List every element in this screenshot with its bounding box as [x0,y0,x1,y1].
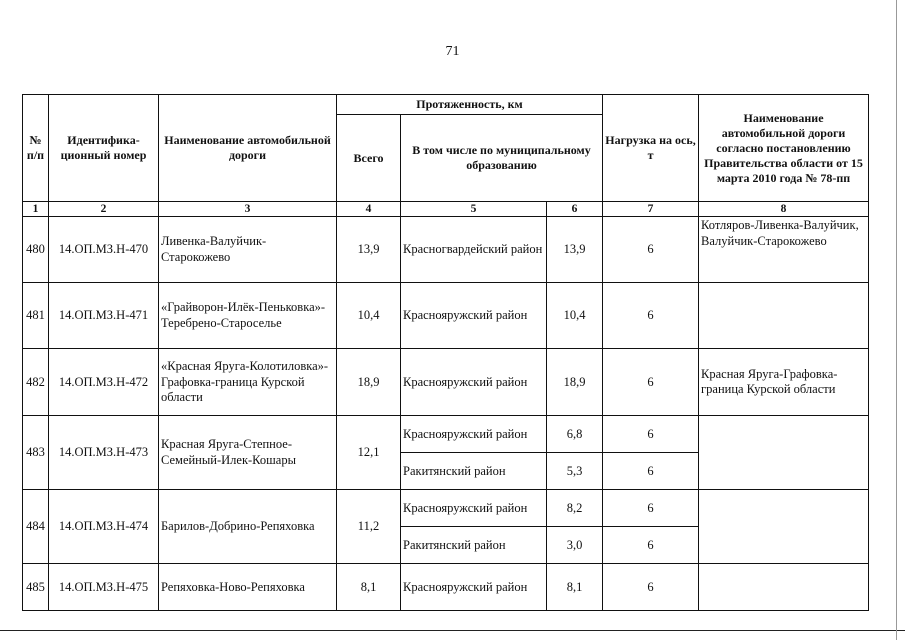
row-id: 14.ОП.МЗ.Н-474 [49,490,159,564]
row-decree-name [699,283,869,349]
row-axle-load: 6 [603,416,699,453]
row-decree-name: Котляров-Ливенка-Валуйчик, Валуйчик-Старокожево [699,217,869,283]
row-num: 481 [23,283,49,349]
row-district-km: 3,0 [547,527,603,564]
row-axle-load: 6 [603,490,699,527]
row-road-name: Ливенка-Валуйчик-Старокожево [159,217,337,283]
row-axle-load: 6 [603,527,699,564]
roads-table [22,94,869,611]
row-district-km: 8,2 [547,490,603,527]
row-num: 484 [23,490,49,564]
row-district: Краснояружский район [401,564,547,611]
row-total-km: 8,1 [337,564,401,611]
row-num: 482 [23,349,49,416]
scan-frame-bottom [0,630,905,631]
row-district-km: 13,9 [547,217,603,283]
row-total-km: 12,1 [337,416,401,490]
table-row [23,564,869,611]
row-axle-load: 6 [603,283,699,349]
row-road-name: Барилов-Добрино-Репяховка [159,490,337,564]
row-district-km: 5,3 [547,453,603,490]
row-axle-load: 6 [603,453,699,490]
row-district: Краснояружский район [401,490,547,527]
table-row [23,349,869,416]
header-load: Нагрузка на ось, т [603,95,699,202]
row-road-name: «Красная Яруга-Колотиловка»-Графовка-граница Курской области [159,349,337,416]
row-decree-name [699,490,869,564]
row-district-km: 8,1 [547,564,603,611]
table-row [23,490,869,527]
header-municipal: В том числе по муниципальному образованию [401,115,603,202]
row-road-name: «Грайворон-Илёк-Пеньковка»-Теребрено-Староселье [159,283,337,349]
row-num: 485 [23,564,49,611]
page-number: 71 [445,44,460,59]
column-number: 6 [547,202,603,217]
scan-frame-right [896,0,897,640]
row-decree-name [699,416,869,490]
row-district: Красногвардейский район [401,217,547,283]
column-number: 7 [603,202,699,217]
column-number: 2 [49,202,159,217]
row-road-name: Репяховка-Ново-Репяховка [159,564,337,611]
row-id: 14.ОП.МЗ.Н-475 [49,564,159,611]
column-number: 4 [337,202,401,217]
header-num: № п/п [23,95,49,202]
row-total-km: 11,2 [337,490,401,564]
row-district-km: 18,9 [547,349,603,416]
row-district-km: 6,8 [547,416,603,453]
row-id: 14.ОП.МЗ.Н-471 [49,283,159,349]
row-total-km: 13,9 [337,217,401,283]
row-id: 14.ОП.МЗ.Н-470 [49,217,159,283]
row-total-km: 18,9 [337,349,401,416]
row-district-km: 10,4 [547,283,603,349]
header-total: Всего [337,115,401,202]
row-district: Краснояружский район [401,283,547,349]
row-id: 14.ОП.МЗ.Н-473 [49,416,159,490]
header-decree: Наименование автомобильной дороги согласно постановлению Правительства области от 15 марта 2010 года № 78-пп [699,95,869,202]
row-id: 14.ОП.МЗ.Н-472 [49,349,159,416]
row-axle-load: 6 [603,564,699,611]
column-number: 5 [401,202,547,217]
row-axle-load: 6 [603,349,699,416]
column-number: 1 [23,202,49,217]
row-num: 480 [23,217,49,283]
table-row [23,416,869,453]
row-decree-name [699,564,869,611]
row-road-name: Красная Яруга-Степное-Семейный-Илек-Кошары [159,416,337,490]
row-district: Краснояружский район [401,349,547,416]
header-name: Наименование автомобильной дороги [159,95,337,202]
row-district: Ракитянский район [401,453,547,490]
row-num: 483 [23,416,49,490]
row-district: Ракитянский район [401,527,547,564]
row-decree-name: Красная Яруга-Графовка-граница Курской области [699,349,869,416]
column-number: 3 [159,202,337,217]
row-total-km: 10,4 [337,283,401,349]
row-axle-load: 6 [603,217,699,283]
table-row [23,217,869,283]
row-district: Краснояружский район [401,416,547,453]
column-number: 8 [699,202,869,217]
header-id: Идентифика-ционный номер [49,95,159,202]
header-length-group: Протяженность, км [337,95,603,115]
table-row [23,283,869,349]
